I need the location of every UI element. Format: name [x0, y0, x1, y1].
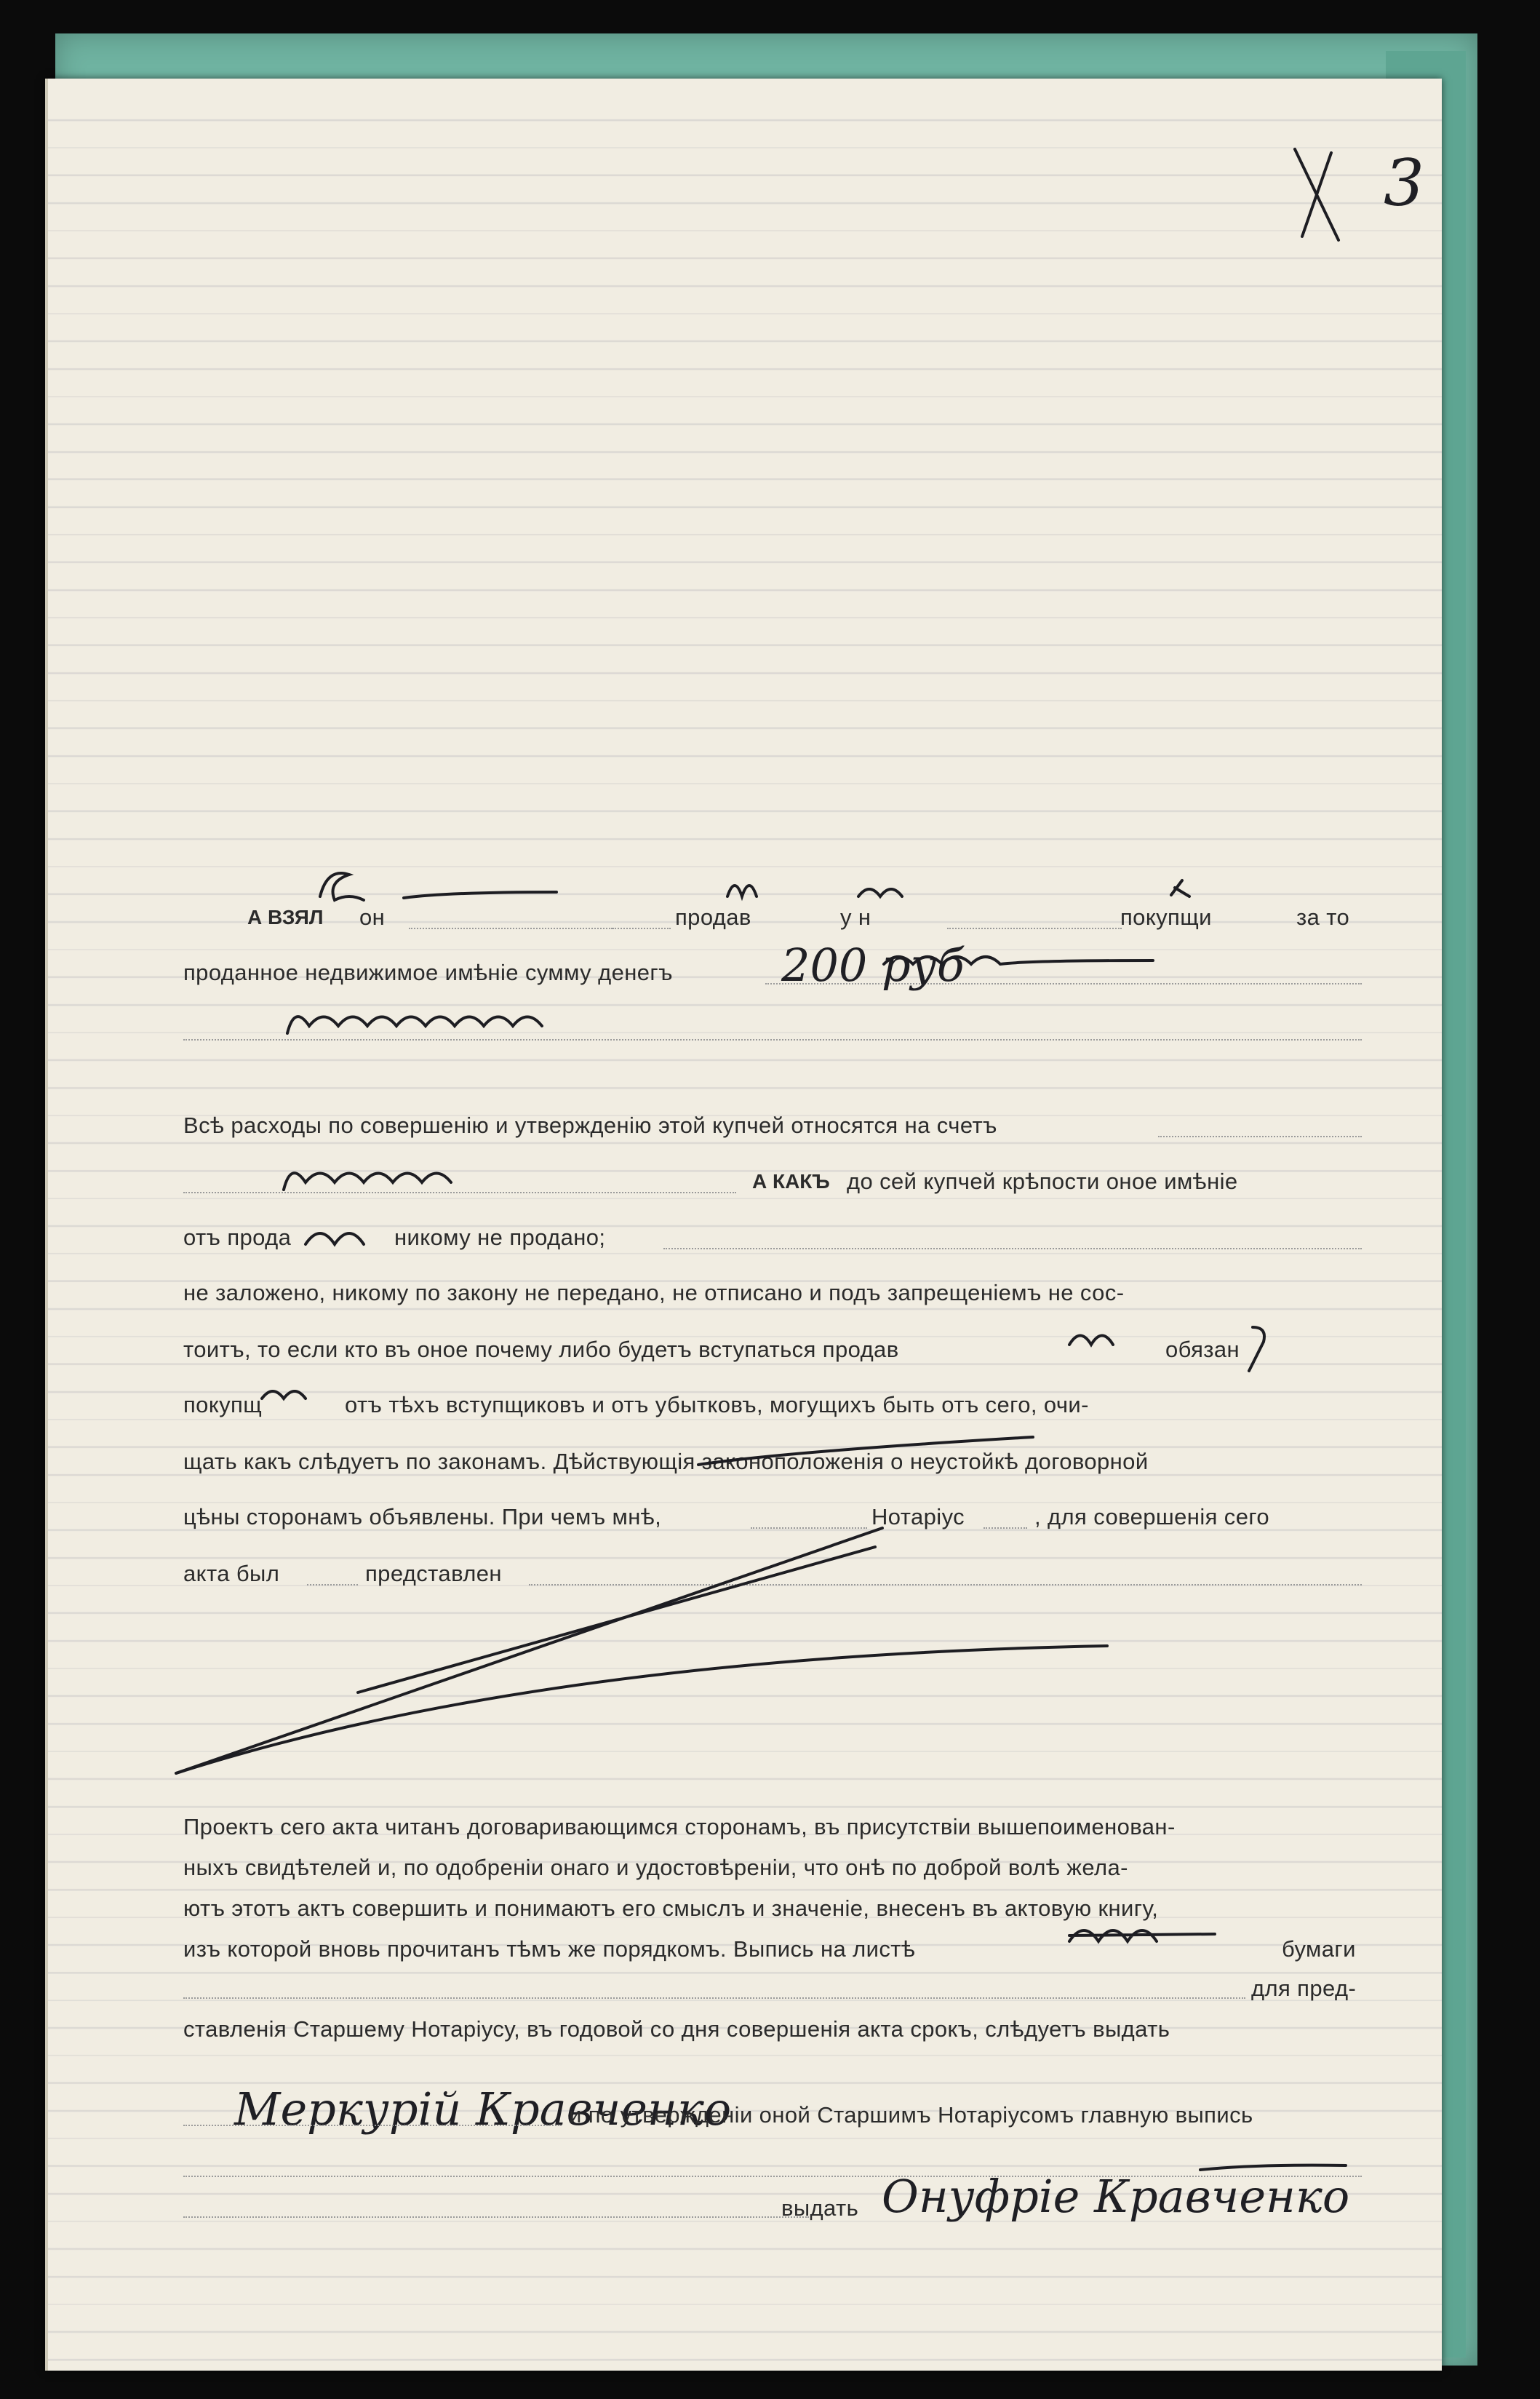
- approval-line: и по утвержденіи оной Старшимъ Нотаріусомъ главную выпись: [569, 2102, 1253, 2128]
- reread-line: изъ которой вновь прочитанъ тѣмъ же порядкомъ. Выпись на листѣ: [183, 1936, 916, 1962]
- expenses-line: Всѣ расходы по совершенію и утвержденію этой купчей относятся на счетъ: [183, 1113, 997, 1138]
- claimants-line: отъ тѣхъ вступщиковъ и отъ убытковъ, могущихъ быть отъ сего, очи-: [345, 1392, 1089, 1417]
- money-words-scribble: [884, 957, 1153, 964]
- understand-line: ютъ этотъ актъ совершить и понимаютъ его смыслъ и значеніе, внесенъ въ актовую книгу,: [183, 1895, 1159, 1921]
- pokupshch-label: покупщи: [1120, 904, 1212, 930]
- corner-strike-mark: [1295, 149, 1338, 240]
- a-vzyal-label: А ВЗЯЛ: [247, 906, 324, 928]
- issue-label: выдать: [781, 2195, 859, 2221]
- on-label: он: [359, 904, 386, 930]
- laws-line: щать какъ слѣдуетъ по законамъ. Дѣйствующія законоположенія о неустойкѣ договорной: [183, 1449, 1149, 1474]
- from-seller-suffix-scribble: [306, 1233, 364, 1244]
- notary-label: Нотаріус: [871, 1504, 965, 1529]
- obliged-label: обязан: [1165, 1337, 1240, 1362]
- money-amount-handwritten: 200 руб: [781, 939, 965, 992]
- recipient-handwritten-1: Меркурій Кравченко: [234, 2082, 732, 2136]
- buyer-suffix-scribble: [262, 1391, 306, 1399]
- prodav-label: продав: [675, 904, 751, 930]
- not-pledged-line: не заложено, никому по закону не передано, не отписано и подъ запрещеніемъ не сос-: [183, 1280, 1125, 1305]
- pokupshch-suffix-scribble: [1171, 880, 1189, 896]
- money-line2-scribble: [287, 1017, 542, 1033]
- sold-property-line: проданное недвижимое имѣніе сумму денегъ: [183, 960, 673, 985]
- u-n-label: у н: [840, 904, 871, 930]
- draft-read-line: Проектъ сего акта читанъ договаривающимся сторонамъ, въ присутствіи вышепоименован-: [183, 1814, 1176, 1839]
- senior-notary-line: ставленія Старшему Нотаріусу, въ годовой со дня совершенія акта срокъ, слѣдуетъ выдать: [183, 2016, 1170, 2042]
- seller-name-scribble: [320, 873, 556, 900]
- deed-line-rest: до сей купчей крѣпости оное имѣніе: [847, 1169, 1238, 1194]
- prodav-suffix-scribble: [727, 886, 757, 896]
- za-to-label: за то: [1296, 904, 1350, 930]
- buyer-label: покупщ: [183, 1392, 263, 1417]
- for-execution-label: , для совершенія сего: [1034, 1504, 1270, 1529]
- act-was-label: акта был: [183, 1561, 280, 1586]
- buyer-scribble: [858, 889, 902, 896]
- strikethrough-line: [698, 1437, 1033, 1465]
- not-sold-label: никому не продано;: [394, 1225, 606, 1250]
- a-kak-label: А КАКЪ: [752, 1170, 830, 1193]
- paper-label: бумаги: [1282, 1936, 1356, 1962]
- for-presentation-label: для пред-: [1251, 1976, 1357, 2001]
- payer-scribble: [284, 1173, 451, 1190]
- recipient-handwritten-2: Онуфріе Кравченко: [882, 2170, 1350, 2223]
- obligation-suffix-scribble: [1069, 1327, 1264, 1371]
- cancellation-lower: [176, 1646, 1107, 1773]
- obligation-line: тоитъ, то если кто въ оное почему либо будетъ вступаться продав: [183, 1337, 899, 1362]
- final-name-strike: [1200, 2165, 1346, 2170]
- sheet-count-scribble: [1069, 1930, 1215, 1941]
- presented-label: представлен: [365, 1561, 502, 1586]
- price-announced-line: цѣны сторонамъ объявлены. При чемъ мнѣ,: [183, 1504, 662, 1529]
- witnesses-line: ныхъ свидѣтелей и, по одобреніи онаго и удостовѣреніи, что онѣ по доброй волѣ жела-: [183, 1855, 1128, 1880]
- corner-page-number: 3: [1384, 146, 1424, 220]
- from-seller-label: отъ прода: [183, 1225, 292, 1250]
- cancellation-diagonal: [176, 1528, 882, 1773]
